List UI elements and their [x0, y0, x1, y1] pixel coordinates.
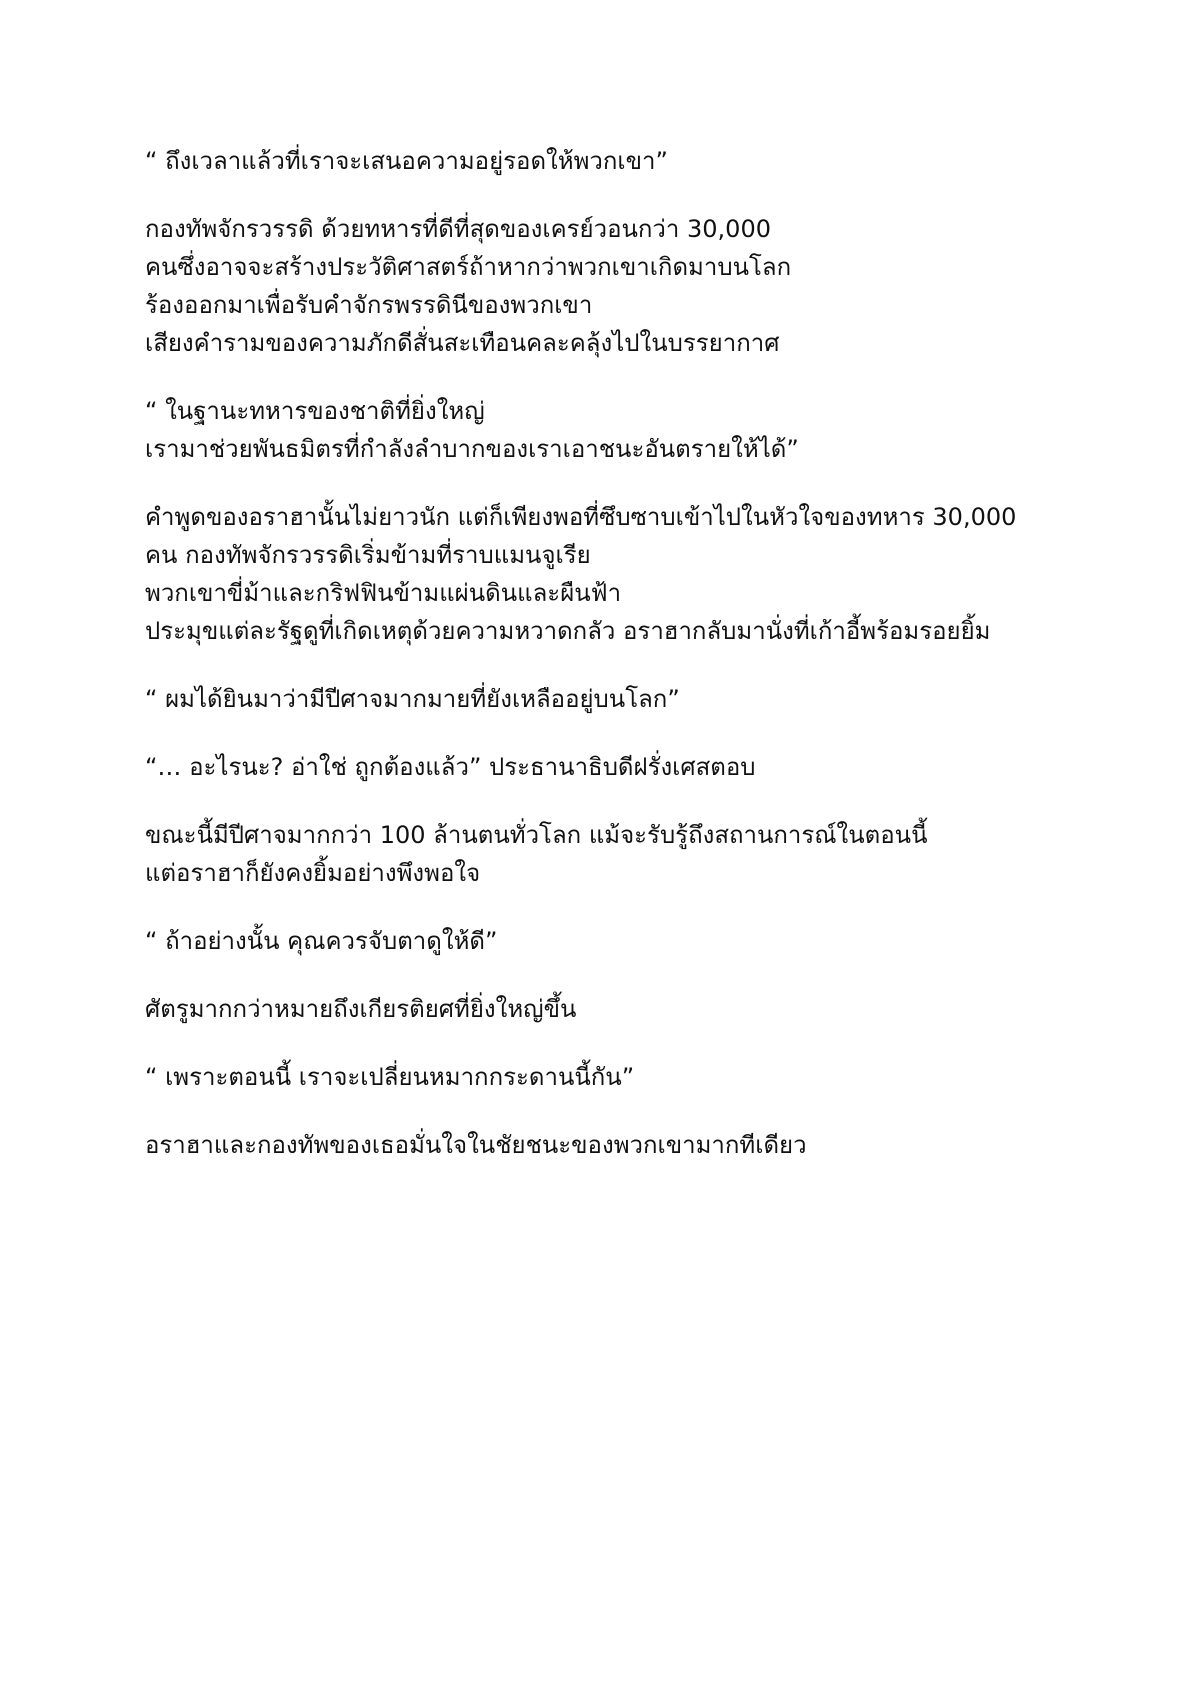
paragraph-7 — [145, 816, 1065, 892]
paragraph-1 — [145, 142, 1065, 180]
text-line: “ ผมได้ยินมาว่ามีปีศาจมากมายที่ยังเหลืออยู่บนโลก” — [145, 685, 680, 713]
paragraph-10 — [145, 1058, 1065, 1096]
paragraph-6 — [145, 748, 1065, 786]
paragraph-8 — [145, 922, 1065, 960]
text-line: คำพูดของอราฮานั้นไม่ยาวนัก แต่ก็เพียงพอที่ซึบซาบเข้าไปในหัวใจของทหาร 30,000 — [145, 503, 1017, 531]
text-line: ขณะนี้มีปีศาจมากกว่า 100 ล้านตนทั่วโลก แม้จะรับรู้ถึงสถานการณ์ในตอนนี้ — [145, 821, 928, 849]
paragraph-9 — [145, 990, 1065, 1028]
paragraph-5 — [145, 680, 1065, 718]
text-line: คน กองทัพจักรวรรดิเริ่มข้ามที่ราบแมนจูเรีย — [145, 541, 591, 569]
paragraph-11 — [145, 1126, 1065, 1164]
text-line: อราฮาและกองทัพของเธอมั่นใจในชัยชนะของพวกเขามากทีเดียว — [145, 1131, 807, 1159]
text-line: “ ถึงเวลาแล้วที่เราจะเสนอความอยู่รอดให้พวกเขา” — [145, 147, 668, 175]
text-line: เสียงคำรามของความภักดีสั่นสะเทือนคละคลุ้งไปในบรรยากาศ — [145, 329, 780, 357]
paragraph-3 — [145, 392, 1065, 468]
text-line: แต่อราฮาก็ยังคงยิ้มอย่างพึงพอใจ — [145, 859, 481, 887]
text-line: คนซึ่งอาจจะสร้างประวัติศาสตร์ถ้าหากว่าพวกเขาเกิดมาบนโลก — [145, 253, 792, 281]
text-line: “ ในฐานะทหารของชาติที่ยิ่งใหญ่ — [145, 397, 485, 425]
text-line: “ เพราะตอนนี้ เราจะเปลี่ยนหมากกระดานนี้กัน” — [145, 1063, 635, 1091]
paragraph-2 — [145, 210, 1065, 362]
text-line: ร้องออกมาเพื่อรับคำจักรพรรดินีของพวกเขา — [145, 291, 593, 319]
text-line: พวกเขาขี่ม้าและกริฟฟินข้ามแผ่นดินและผืนฟ้า — [145, 579, 622, 607]
text-line: ศัตรูมากกว่าหมายถึงเกียรติยศที่ยิ่งใหญ่ขึ้น — [145, 995, 577, 1023]
paragraph-4 — [145, 498, 1065, 650]
text-line: ประมุขแต่ละรัฐดูที่เกิดเหตุด้วยความหวาดกลัว อราฮากลับมานั่งที่เก้าอี้พร้อมรอยยิ้ม — [145, 617, 991, 645]
text-line: กองทัพจักรวรรดิ ด้วยทหารที่ดีที่สุดของเครย์วอนกว่า 30,000 — [145, 215, 771, 243]
text-line: “ ถ้าอย่างนั้น คุณควรจับตาดูให้ดี” — [145, 927, 498, 955]
document-body — [145, 142, 1065, 1194]
text-line: “… อะไรนะ? อ่าใช่ ถูกต้องแล้ว” ประธานาธิบดีฝรั่งเศสตอบ — [145, 753, 756, 781]
text-line: เรามาช่วยพันธมิตรที่กำลังลำบากของเราเอาชนะอันตรายให้ได้” — [145, 435, 799, 463]
